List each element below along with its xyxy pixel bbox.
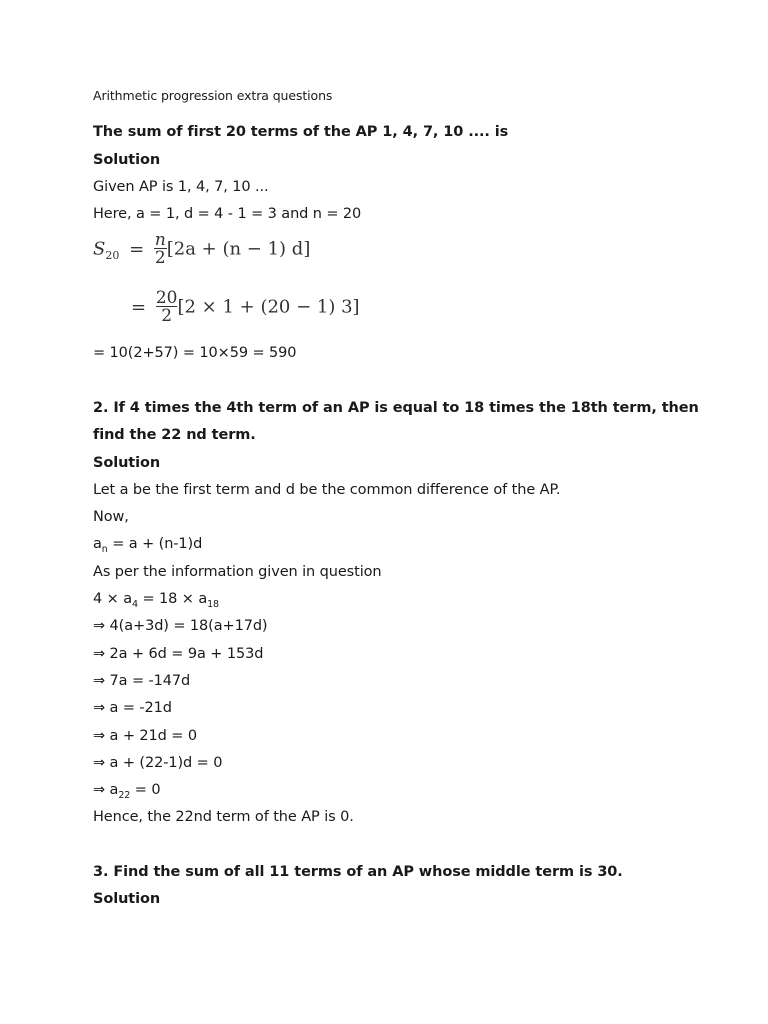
an-rest: = a + (n-1)d xyxy=(107,536,203,552)
substitution-bracket: [2 × 1 + (20 − 1) 3] xyxy=(177,296,360,318)
q2-step: ⇒ a + (22-1)d = 0 xyxy=(93,755,223,771)
q2-step-final xyxy=(93,781,160,801)
substitution-eq: = xyxy=(131,296,147,318)
an-base: a xyxy=(93,536,102,552)
an-sub: n xyxy=(101,544,108,555)
final-right: = 0 xyxy=(130,782,161,798)
formula-s-sub: 20 xyxy=(105,248,120,262)
question-2-line2: find the 22 nd term. xyxy=(93,427,256,443)
formula-den: 2 xyxy=(154,248,166,268)
eq-right: = 18 × a xyxy=(137,591,208,607)
question-3: 3. Find the sum of all 11 terms of an AP whose middle term is 30. xyxy=(93,864,623,880)
formula-num: n xyxy=(154,230,166,250)
substitution-fraction xyxy=(156,290,178,325)
sum-substitution xyxy=(131,290,360,325)
q1-values-line: Here, a = 1, d = 4 - 1 = 3 and n = 20 xyxy=(93,206,362,222)
q1-given-line: Given AP is 1, 4, 7, 10 ... xyxy=(93,179,269,195)
eq-left: 4 × a xyxy=(93,591,132,607)
eq-right-sub: 18 xyxy=(207,599,219,610)
solution-label-1: Solution xyxy=(93,152,161,168)
q2-step: ⇒ a + 21d = 0 xyxy=(93,728,197,744)
formula-fraction xyxy=(154,232,167,267)
solution-label-2: Solution xyxy=(93,455,161,471)
page-title: Arithmetic progression extra questions xyxy=(93,88,333,103)
formula-bracket: [2a + (n − 1) d] xyxy=(166,238,311,260)
q2-conclusion: Hence, the 22nd term of the AP is 0. xyxy=(93,809,354,825)
q2-step: ⇒ 4(a+3d) = 18(a+17d) xyxy=(93,618,268,634)
substitution-den: 2 xyxy=(156,306,178,325)
q2-step: ⇒ 2a + 6d = 9a + 153d xyxy=(93,646,264,662)
formula-eq: = xyxy=(129,238,145,260)
q2-line-definition: Let a be the first term and d be the common difference of the AP. xyxy=(93,482,561,498)
final-left: ⇒ a xyxy=(93,782,119,798)
q2-step: ⇒ a = -21d xyxy=(93,700,172,716)
solution-label-3: Solution xyxy=(93,891,161,907)
formula-s: S xyxy=(93,238,106,260)
q2-line-now: Now, xyxy=(93,509,129,525)
q2-equation xyxy=(93,590,219,610)
q2-step: ⇒ 7a = -147d xyxy=(93,673,191,689)
eq-left-sub: 4 xyxy=(131,599,138,610)
final-sub: 22 xyxy=(118,790,131,801)
sum-formula xyxy=(93,232,310,267)
q2-nth-term xyxy=(93,535,202,555)
question-2-line1: 2. If 4 times the 4th term of an AP is equal to 18 times the 18th term, then xyxy=(93,400,699,416)
question-1: The sum of first 20 terms of the AP 1, 4, 7, 10 .... is xyxy=(93,124,509,140)
substitution-num: 20 xyxy=(155,288,178,308)
q2-info-line: As per the information given in question xyxy=(93,564,382,580)
q1-result: = 10(2+57) = 10×59 = 590 xyxy=(93,345,297,361)
